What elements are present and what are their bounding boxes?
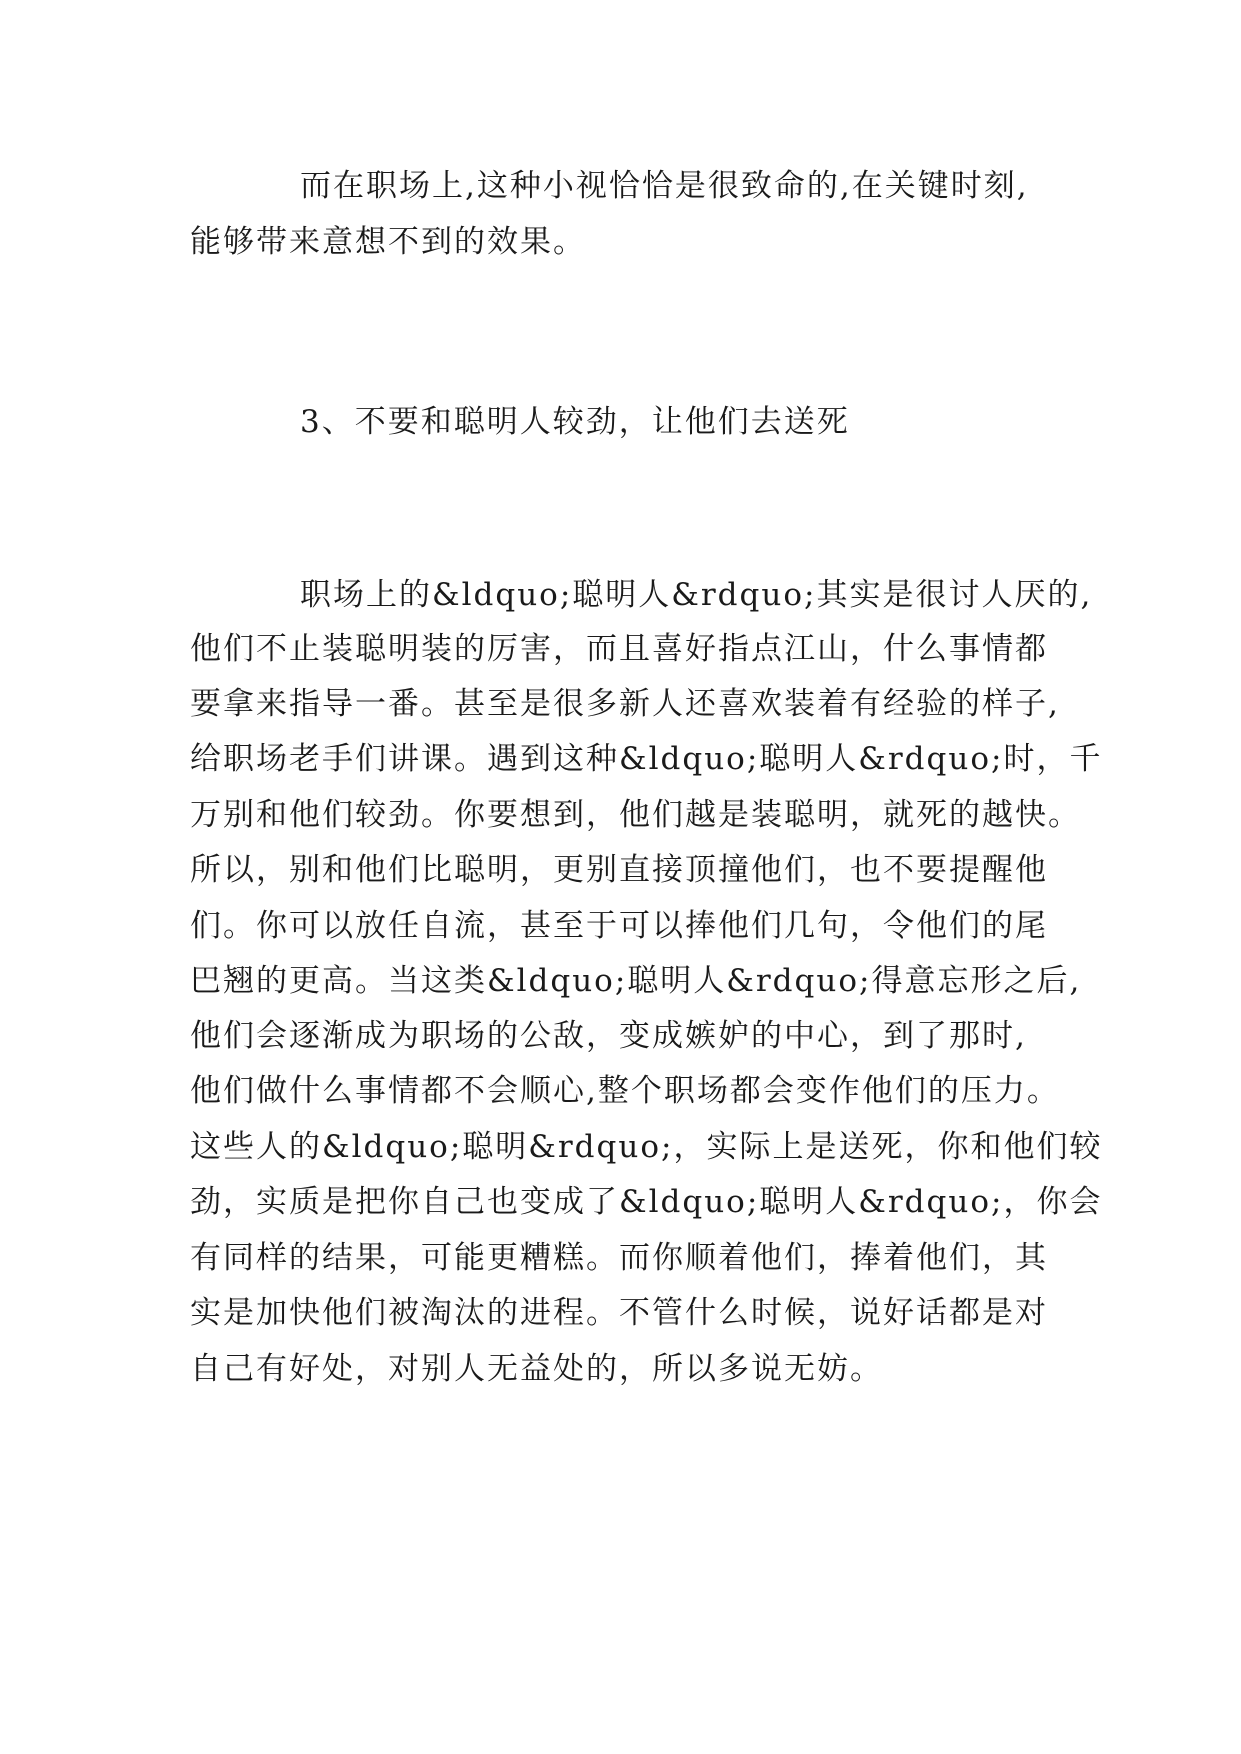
paragraph-2-line-7: 们。你可以放任自流，甚至于可以捧他们几句，令他们的尾 [190,908,1048,944]
paragraph-2-line-10: 他们做什么事情都不会顺心,整个职场都会变作他们的压力。 [190,1073,1060,1109]
paragraph-2-line-14: 实是加快他们被淘汰的进程。不管什么时候，说好话都是对 [190,1295,1048,1331]
paragraph-2-line-9: 他们会逐渐成为职场的公敌，变成嫉妒的中心，到了那时, [190,1018,1027,1054]
paragraph-2-line-12: 劲，实质是把你自己也变成了&ldquo;聪明人&rdquo;，你会 [190,1184,1103,1220]
paragraph-2-line-4: 给职场老手们讲课。遇到这种&ldquo;聪明人&rdquo;时，千 [190,741,1103,777]
section-heading: 3、不要和聪明人较劲，让他们去送死 [300,404,850,440]
paragraph-2-line-1: 职场上的&ldquo;聪明人&rdquo;其实是很讨人厌的, [300,577,1093,613]
paragraph-2-line-6: 所以，别和他们比聪明，更别直接顶撞他们，也不要提醒他 [190,852,1048,888]
paragraph-2-line-3: 要拿来指导一番。甚至是很多新人还喜欢装着有经验的样子, [190,686,1060,722]
paragraph-2-line-2: 他们不止装聪明装的厉害，而且喜好指点江山，什么事情都 [190,631,1048,667]
paragraph-2-line-5: 万别和他们较劲。你要想到，他们越是装聪明，就死的越快。 [190,797,1081,833]
paragraph-2-line-13: 有同样的结果，可能更糟糕。而你顺着他们，捧着他们，其 [190,1240,1048,1276]
paragraph-1-line-2: 能够带来意想不到的效果。 [190,224,586,260]
paragraph-1-line-1: 而在职场上,这种小视恰恰是很致命的,在关键时刻, [300,168,1029,204]
paragraph-2-line-15: 自己有好处，对别人无益处的，所以多说无妨。 [190,1351,883,1387]
paragraph-2-line-11: 这些人的&ldquo;聪明&rdquo;，实际上是送死，你和他们较 [190,1129,1103,1165]
paragraph-2-line-8: 巴翘的更高。当这类&ldquo;聪明人&rdquo;得意忘形之后, [190,963,1082,999]
